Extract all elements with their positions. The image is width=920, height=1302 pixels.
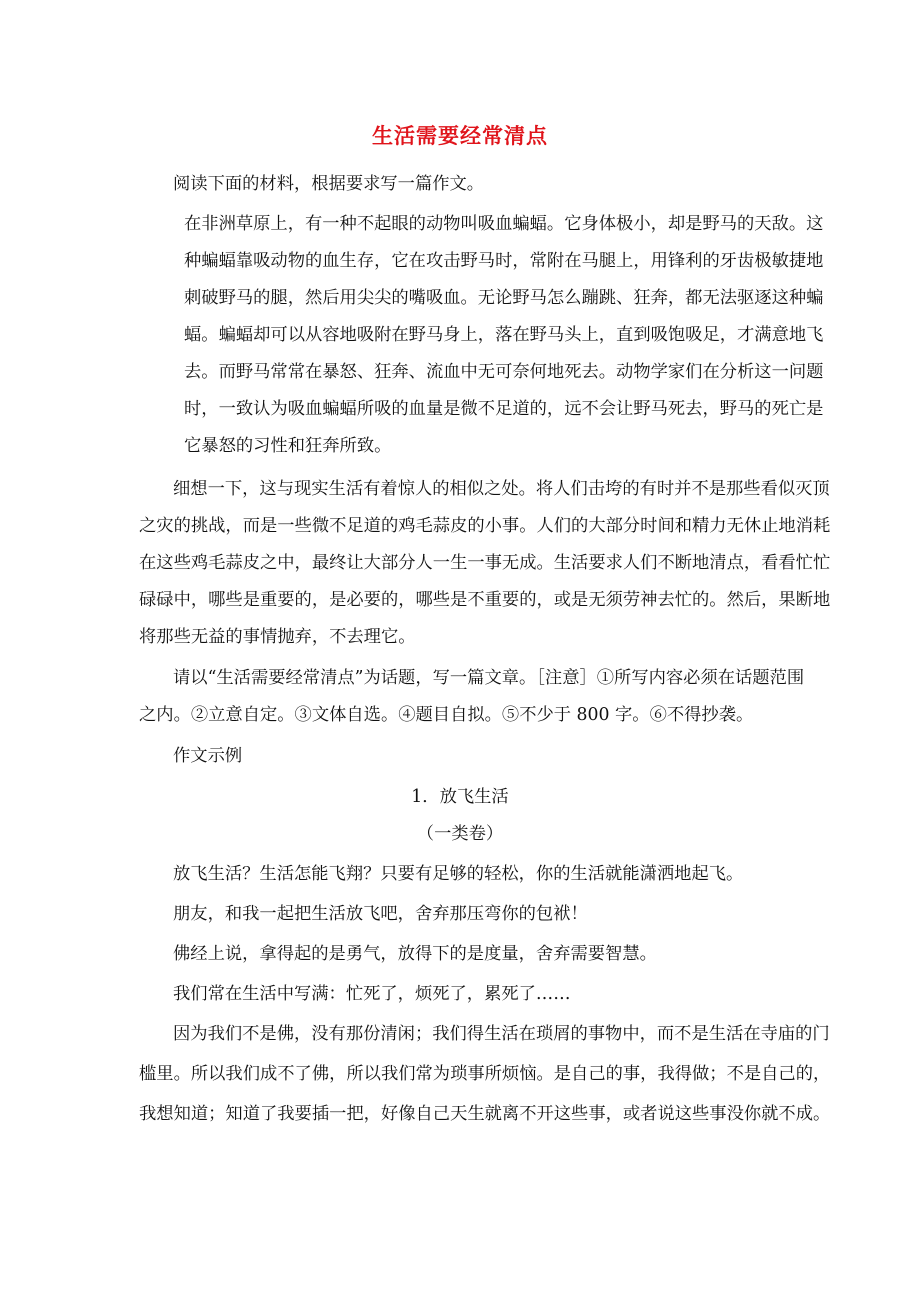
paragraph-line: 请以“生活需要经常清点”为话题，写一篇文章。［注意］①所写内容必须在话题范围 (173, 668, 805, 688)
essay-heading: 1．放飞生活 (411, 787, 509, 807)
paragraph-line: 将那些无益的事情抛弃，不去理它。 (139, 627, 416, 647)
page-title: 生活需要经常清点 (372, 124, 548, 148)
essay-grade: （一类卷） (416, 824, 504, 844)
paragraph-line: 我想知道；知道了我要插一把，好像自己天生就离不开这些事，或者说这些事没你就不成。 (139, 1104, 831, 1124)
material-line: 它暴怒的习性和狂奔所致。 (184, 436, 392, 456)
paragraph-line: 之内。②立意自定。③文体自选。④题目自拟。⑤不少于 800 字。⑥不得抄袭。 (139, 705, 754, 725)
material-line: 刺破野马的腿，然后用尖尖的嘴吸血。无论野马怎么蹦跳、狂奔，都无法驱逐这种蝙 (184, 288, 824, 308)
essay-paragraph: 我们常在生活中写满：忙死了，烦死了，累死了…… (173, 984, 571, 1004)
material-line: 时，一致认为吸血蝙蝠所吸的血量是微不足道的，远不会让野马死去，野马的死亡是 (184, 399, 824, 419)
essay-paragraph: 朋友，和我一起把生活放飞吧，舍弃那压弯你的包袱！ (173, 904, 588, 924)
essay-paragraph: 放飞生活？生活怎能飞翔？只要有足够的轻松，你的生活就能潇洒地起飞。 (173, 864, 744, 884)
paragraph-line: 在这些鸡毛蒜皮之中，最终让大部分人一生一事无成。生活要求人们不断地清点，看看忙忙 (139, 553, 831, 573)
material-line: 在非洲草原上，有一种不起眼的动物叫吸血蝙蝠。它身体极小，却是野马的天敌。这 (184, 214, 824, 234)
paragraph-line: 槛里。所以我们成不了佛，所以我们常为琐事所烦恼。是自己的事，我得做；不是自己的， (139, 1064, 831, 1084)
material-line: 蝠。蝙蝠却可以从容地吸附在野马身上，落在野马头上，直到吸饱吸足，才满意地飞 (184, 325, 824, 345)
intro-text: 阅读下面的材料，根据要求写一篇作文。 (173, 174, 485, 194)
paragraph-line: 碌碌中，哪些是重要的，是必要的，哪些是不重要的，或是无须劳神去忙的。然后，果断地 (139, 590, 831, 610)
paragraph-line: 之灾的挑战，而是一些微不足道的鸡毛蒜皮的小事。人们的大部分时间和精力无休止地消耗 (139, 516, 831, 536)
example-label: 作文示例 (173, 746, 243, 766)
material-line: 种蝙蝠靠吸动物的血生存，它在攻击野马时，常附在马腿上，用锋利的牙齿极敏捷地 (184, 251, 824, 271)
paragraph-line: 细想一下，这与现实生活有着惊人的相似之处。将人们击垮的有时并不是那些看似灭顶 (173, 479, 830, 499)
paragraph-line: 因为我们不是佛，没有那份清闲；我们得生活在琐屑的事物中，而不是生活在寺庙的门 (173, 1024, 830, 1044)
material-line: 去。而野马常常在暴怒、狂奔、流血中无可奈何地死去。动物学家们在分析这一问题 (184, 362, 824, 382)
essay-paragraph: 佛经上说，拿得起的是勇气，放得下的是度量，舍弃需要智慧。 (173, 944, 657, 964)
